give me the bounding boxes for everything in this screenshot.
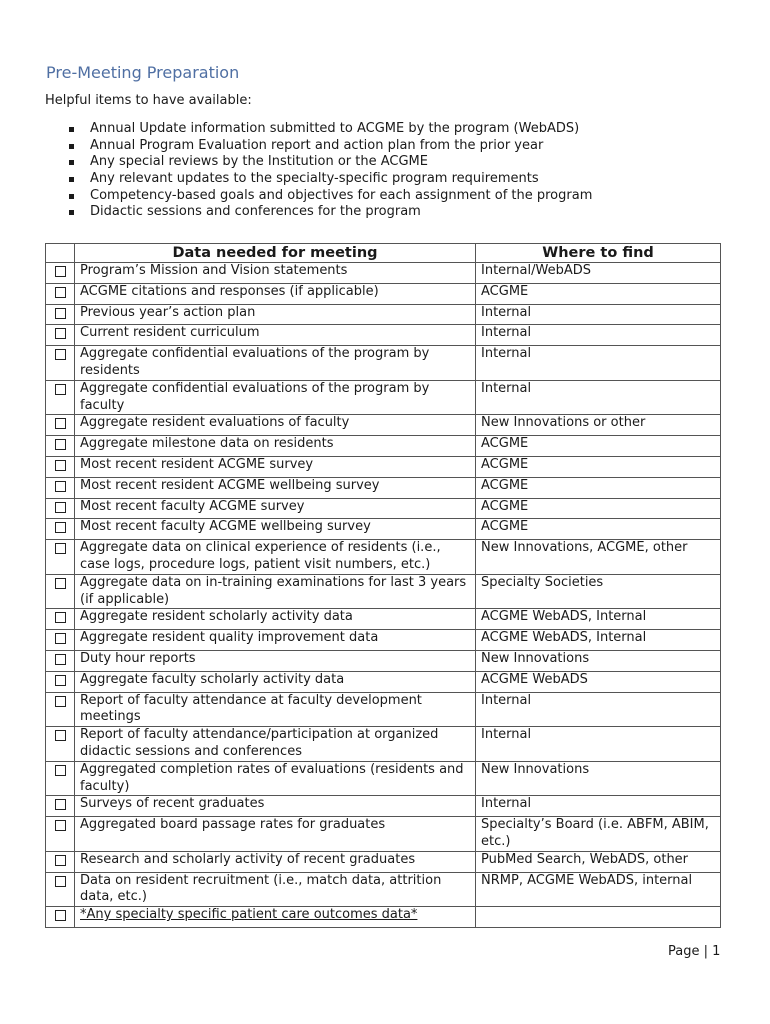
bullet-square-icon <box>69 127 74 132</box>
data-needed-text: Most recent resident ACGME survey <box>80 456 314 472</box>
checkbox-cell <box>46 727 75 762</box>
checkbox[interactable] <box>55 439 66 450</box>
data-needed-text: ACGME citations and responses (if applicable) <box>80 283 379 299</box>
table-row <box>46 325 721 346</box>
checkbox-cell <box>46 415 75 436</box>
bullet-square-icon <box>69 177 74 182</box>
where-to-find-text: ACGME WebADS <box>481 671 588 687</box>
where-to-find-text: New Innovations <box>481 650 590 666</box>
where-to-find-cell <box>476 609 721 630</box>
where-to-find-cell <box>476 263 721 284</box>
checkbox[interactable] <box>55 730 66 741</box>
data-needed-cell <box>75 727 476 762</box>
where-to-find-cell <box>476 519 721 540</box>
checkbox[interactable] <box>55 418 66 429</box>
bullet-item <box>66 171 592 188</box>
data-needed-text: Aggregate resident scholarly activity data <box>80 609 353 625</box>
data-needed-text: Aggregated completion rates of evaluations (residents and faculty) <box>80 761 464 794</box>
where-to-find-cell <box>476 630 721 651</box>
checkbox-cell <box>46 609 75 630</box>
bullet-square-icon <box>69 160 74 165</box>
where-to-find-text: Internal <box>481 727 532 743</box>
checkbox[interactable] <box>55 612 66 623</box>
checkbox[interactable] <box>55 481 66 492</box>
checkbox[interactable] <box>55 266 66 277</box>
where-to-find-cell <box>476 692 721 727</box>
data-needed-cell <box>75 263 476 284</box>
table-row <box>46 498 721 519</box>
table-header-row <box>46 244 721 263</box>
checkbox[interactable] <box>55 820 66 831</box>
where-to-find-text: ACGME <box>481 456 529 472</box>
table-row <box>46 761 721 796</box>
where-to-find-cell <box>476 304 721 325</box>
table-row <box>46 609 721 630</box>
data-needed-text: Program’s Mission and Vision statements <box>80 263 348 278</box>
data-needed-text: Aggregate faculty scholarly activity data <box>80 671 345 687</box>
table-row <box>46 650 721 671</box>
checkbox-cell <box>46 304 75 325</box>
table-row <box>46 380 721 415</box>
checkbox-cell <box>46 380 75 415</box>
checkbox-cell <box>46 436 75 457</box>
data-needed-cell <box>75 540 476 575</box>
data-needed-text: Surveys of recent graduates <box>80 796 265 812</box>
checkbox-cell <box>46 692 75 727</box>
data-needed-text: Aggregate data on in-training examinations for last 3 years (if applicable) <box>80 574 467 607</box>
where-to-find-cell <box>476 872 721 907</box>
checkbox-cell <box>46 263 75 284</box>
bullet-list <box>66 121 592 221</box>
data-needed-cell <box>75 283 476 304</box>
data-needed-cell <box>75 574 476 609</box>
checkbox-cell <box>46 519 75 540</box>
where-to-find-cell <box>476 671 721 692</box>
data-needed-text: Current resident curriculum <box>80 325 260 341</box>
table-row <box>46 346 721 381</box>
where-to-find-cell <box>476 817 721 852</box>
checkbox-cell <box>46 851 75 872</box>
data-needed-text: Previous year’s action plan <box>80 304 256 320</box>
data-needed-text: Aggregate milestone data on residents <box>80 436 334 452</box>
table-row <box>46 263 721 284</box>
where-to-find-text: ACGME <box>481 477 529 493</box>
where-to-find-cell <box>476 498 721 519</box>
where-to-find-cell <box>476 380 721 415</box>
checkbox[interactable] <box>55 855 66 866</box>
checkbox-cell <box>46 346 75 381</box>
table-row <box>46 817 721 852</box>
checkbox[interactable] <box>55 876 66 887</box>
data-needed-cell <box>75 851 476 872</box>
data-needed-cell <box>75 304 476 325</box>
checklist-table <box>45 243 721 928</box>
where-to-find-cell <box>476 574 721 609</box>
checkbox[interactable] <box>55 543 66 554</box>
table-row <box>46 872 721 907</box>
data-needed-cell <box>75 346 476 381</box>
bullet-text: Annual Update information submitted to ACGME by the program (WebADS) <box>90 121 580 136</box>
table-row <box>46 283 721 304</box>
data-needed-text: *Any specialty specific patient care outcomes data* <box>80 907 418 923</box>
data-needed-cell <box>75 907 476 928</box>
data-needed-cell <box>75 380 476 415</box>
table-row <box>46 692 721 727</box>
where-to-find-text: New Innovations or other <box>481 415 646 431</box>
where-to-find-text: New Innovations <box>481 761 590 777</box>
table-row <box>46 415 721 436</box>
bullet-text: Competency-based goals and objectives for each assignment of the program <box>90 187 593 203</box>
header-data-needed: Data needed for meeting <box>75 244 476 263</box>
data-needed-text: Aggregate resident quality improvement data <box>80 630 379 646</box>
checkbox-cell <box>46 498 75 519</box>
checkbox[interactable] <box>55 384 66 395</box>
table-row <box>46 671 721 692</box>
bullet-item <box>66 138 592 155</box>
table-row <box>46 540 721 575</box>
bullet-square-icon <box>69 210 74 215</box>
where-to-find-cell <box>476 727 721 762</box>
data-needed-cell <box>75 456 476 477</box>
checkbox-cell <box>46 325 75 346</box>
data-needed-text: Report of faculty attendance at faculty development meetings <box>80 692 422 725</box>
where-to-find-text: ACGME <box>481 519 529 535</box>
data-needed-cell <box>75 498 476 519</box>
data-needed-text: Aggregate resident evaluations of faculty <box>80 415 350 431</box>
where-to-find-cell <box>476 415 721 436</box>
bullet-text: Didactic sessions and conferences for the program <box>90 204 421 220</box>
where-to-find-cell <box>476 907 721 928</box>
table-row <box>46 907 721 928</box>
where-to-find-cell <box>476 761 721 796</box>
where-to-find-text: Internal <box>481 692 532 708</box>
table-row <box>46 630 721 651</box>
table-row <box>46 304 721 325</box>
where-to-find-cell <box>476 436 721 457</box>
checkbox[interactable] <box>55 287 66 298</box>
data-needed-cell <box>75 817 476 852</box>
checkbox[interactable] <box>55 578 66 589</box>
where-to-find-text: ACGME WebADS, Internal <box>481 609 647 625</box>
checkbox[interactable] <box>55 328 66 339</box>
data-needed-cell <box>75 630 476 651</box>
data-needed-text: Data on resident recruitment (i.e., match data, attrition data, etc.) <box>80 872 442 905</box>
checkbox[interactable] <box>55 633 66 644</box>
checkbox-cell <box>46 456 75 477</box>
bullet-text: Any relevant updates to the specialty-specific program requirements <box>90 171 539 187</box>
where-to-find-text: Specialty Societies <box>481 574 604 590</box>
data-needed-cell <box>75 671 476 692</box>
checkbox[interactable] <box>55 460 66 471</box>
bullet-item <box>66 154 592 171</box>
checkbox-cell <box>46 817 75 852</box>
where-to-find-text: Internal/WebADS <box>481 263 591 278</box>
where-to-find-text: ACGME <box>481 436 529 452</box>
checkbox[interactable] <box>55 765 66 776</box>
checkbox[interactable] <box>55 654 66 665</box>
table-row <box>46 796 721 817</box>
data-needed-text: Research and scholarly activity of recent graduates <box>80 851 416 867</box>
data-needed-cell <box>75 415 476 436</box>
where-to-find-text: Internal <box>481 796 532 812</box>
checkbox[interactable] <box>55 696 66 707</box>
bullet-square-icon <box>69 194 74 199</box>
data-needed-cell <box>75 477 476 498</box>
where-to-find-text: Internal <box>481 325 532 341</box>
table-row <box>46 477 721 498</box>
header-checkbox-column <box>46 244 75 263</box>
where-to-find-text: Internal <box>481 380 532 396</box>
checkbox-cell <box>46 796 75 817</box>
data-needed-cell <box>75 761 476 796</box>
data-needed-cell <box>75 609 476 630</box>
where-to-find-text: ACGME WebADS, Internal <box>481 630 647 646</box>
data-needed-cell <box>75 692 476 727</box>
checkbox[interactable] <box>55 910 66 921</box>
data-needed-cell <box>75 519 476 540</box>
where-to-find-cell <box>476 851 721 872</box>
data-needed-text: Report of faculty attendance/participation at organized didactic sessions and conferences <box>80 727 439 759</box>
checkbox[interactable] <box>55 308 66 319</box>
data-needed-cell <box>75 872 476 907</box>
where-to-find-cell <box>476 477 721 498</box>
where-to-find-text: New Innovations, ACGME, other <box>481 540 688 556</box>
data-needed-text: Most recent resident ACGME wellbeing survey <box>80 477 380 493</box>
checkbox-cell <box>46 761 75 796</box>
table-row <box>46 574 721 609</box>
where-to-find-cell <box>476 283 721 304</box>
checkbox-cell <box>46 574 75 609</box>
where-to-find-cell <box>476 650 721 671</box>
checkbox-cell <box>46 671 75 692</box>
checkbox[interactable] <box>55 502 66 513</box>
page-title: Pre-Meeting Preparation <box>46 63 240 82</box>
data-needed-text: Most recent faculty ACGME wellbeing survey <box>80 519 371 535</box>
intro-text: Helpful items to have available: <box>45 93 252 108</box>
table-row <box>46 519 721 540</box>
checkbox-cell <box>46 540 75 575</box>
data-needed-text: Aggregate data on clinical experience of residents (i.e., case logs, procedure logs, patient visit numbers, etc.) <box>80 540 441 572</box>
data-needed-text: Duty hour reports <box>80 650 196 666</box>
data-needed-text: Aggregate confidential evaluations of the program by faculty <box>80 380 430 413</box>
checkbox[interactable] <box>55 799 66 810</box>
checkbox-cell <box>46 907 75 928</box>
table-row <box>46 436 721 457</box>
bullet-item <box>66 188 592 205</box>
checkbox-cell <box>46 630 75 651</box>
data-needed-cell <box>75 325 476 346</box>
table-row <box>46 851 721 872</box>
where-to-find-text: ACGME <box>481 498 529 514</box>
data-needed-cell <box>75 436 476 457</box>
table-row <box>46 456 721 477</box>
checkbox[interactable] <box>55 349 66 360</box>
where-to-find-cell <box>476 796 721 817</box>
bullet-item <box>66 204 592 221</box>
checkbox[interactable] <box>55 522 66 533</box>
data-needed-cell <box>75 796 476 817</box>
where-to-find-cell <box>476 540 721 575</box>
where-to-find-cell <box>476 325 721 346</box>
where-to-find-text: Internal <box>481 346 532 362</box>
bullet-text: Annual Program Evaluation report and action plan from the prior year <box>90 137 544 153</box>
where-to-find-text: Internal <box>481 304 532 320</box>
checkbox-cell <box>46 650 75 671</box>
where-to-find-text: NRMP, ACGME WebADS, internal <box>481 872 693 888</box>
checkbox[interactable] <box>55 675 66 686</box>
data-needed-cell <box>75 650 476 671</box>
where-to-find-text: Specialty’s Board (i.e. ABFM, ABIM, etc.) <box>481 817 709 849</box>
data-needed-text: Aggregate confidential evaluations of the program by residents <box>80 346 430 378</box>
data-needed-text: Aggregated board passage rates for graduates <box>80 817 386 833</box>
checkbox-cell <box>46 477 75 498</box>
where-to-find-text: PubMed Search, WebADS, other <box>481 851 689 867</box>
checkbox-cell <box>46 872 75 907</box>
where-to-find-text: ACGME <box>481 283 529 299</box>
checkbox-cell <box>46 283 75 304</box>
header-where-to-find: Where to find <box>476 244 721 263</box>
data-needed-text: Most recent faculty ACGME survey <box>80 498 305 514</box>
bullet-item <box>66 121 592 138</box>
table-row <box>46 727 721 762</box>
where-to-find-cell <box>476 456 721 477</box>
page-number: Page | 1 <box>668 944 721 959</box>
bullet-square-icon <box>69 144 74 149</box>
bullet-text: Any special reviews by the Institution or the ACGME <box>90 154 428 170</box>
where-to-find-cell <box>476 346 721 381</box>
